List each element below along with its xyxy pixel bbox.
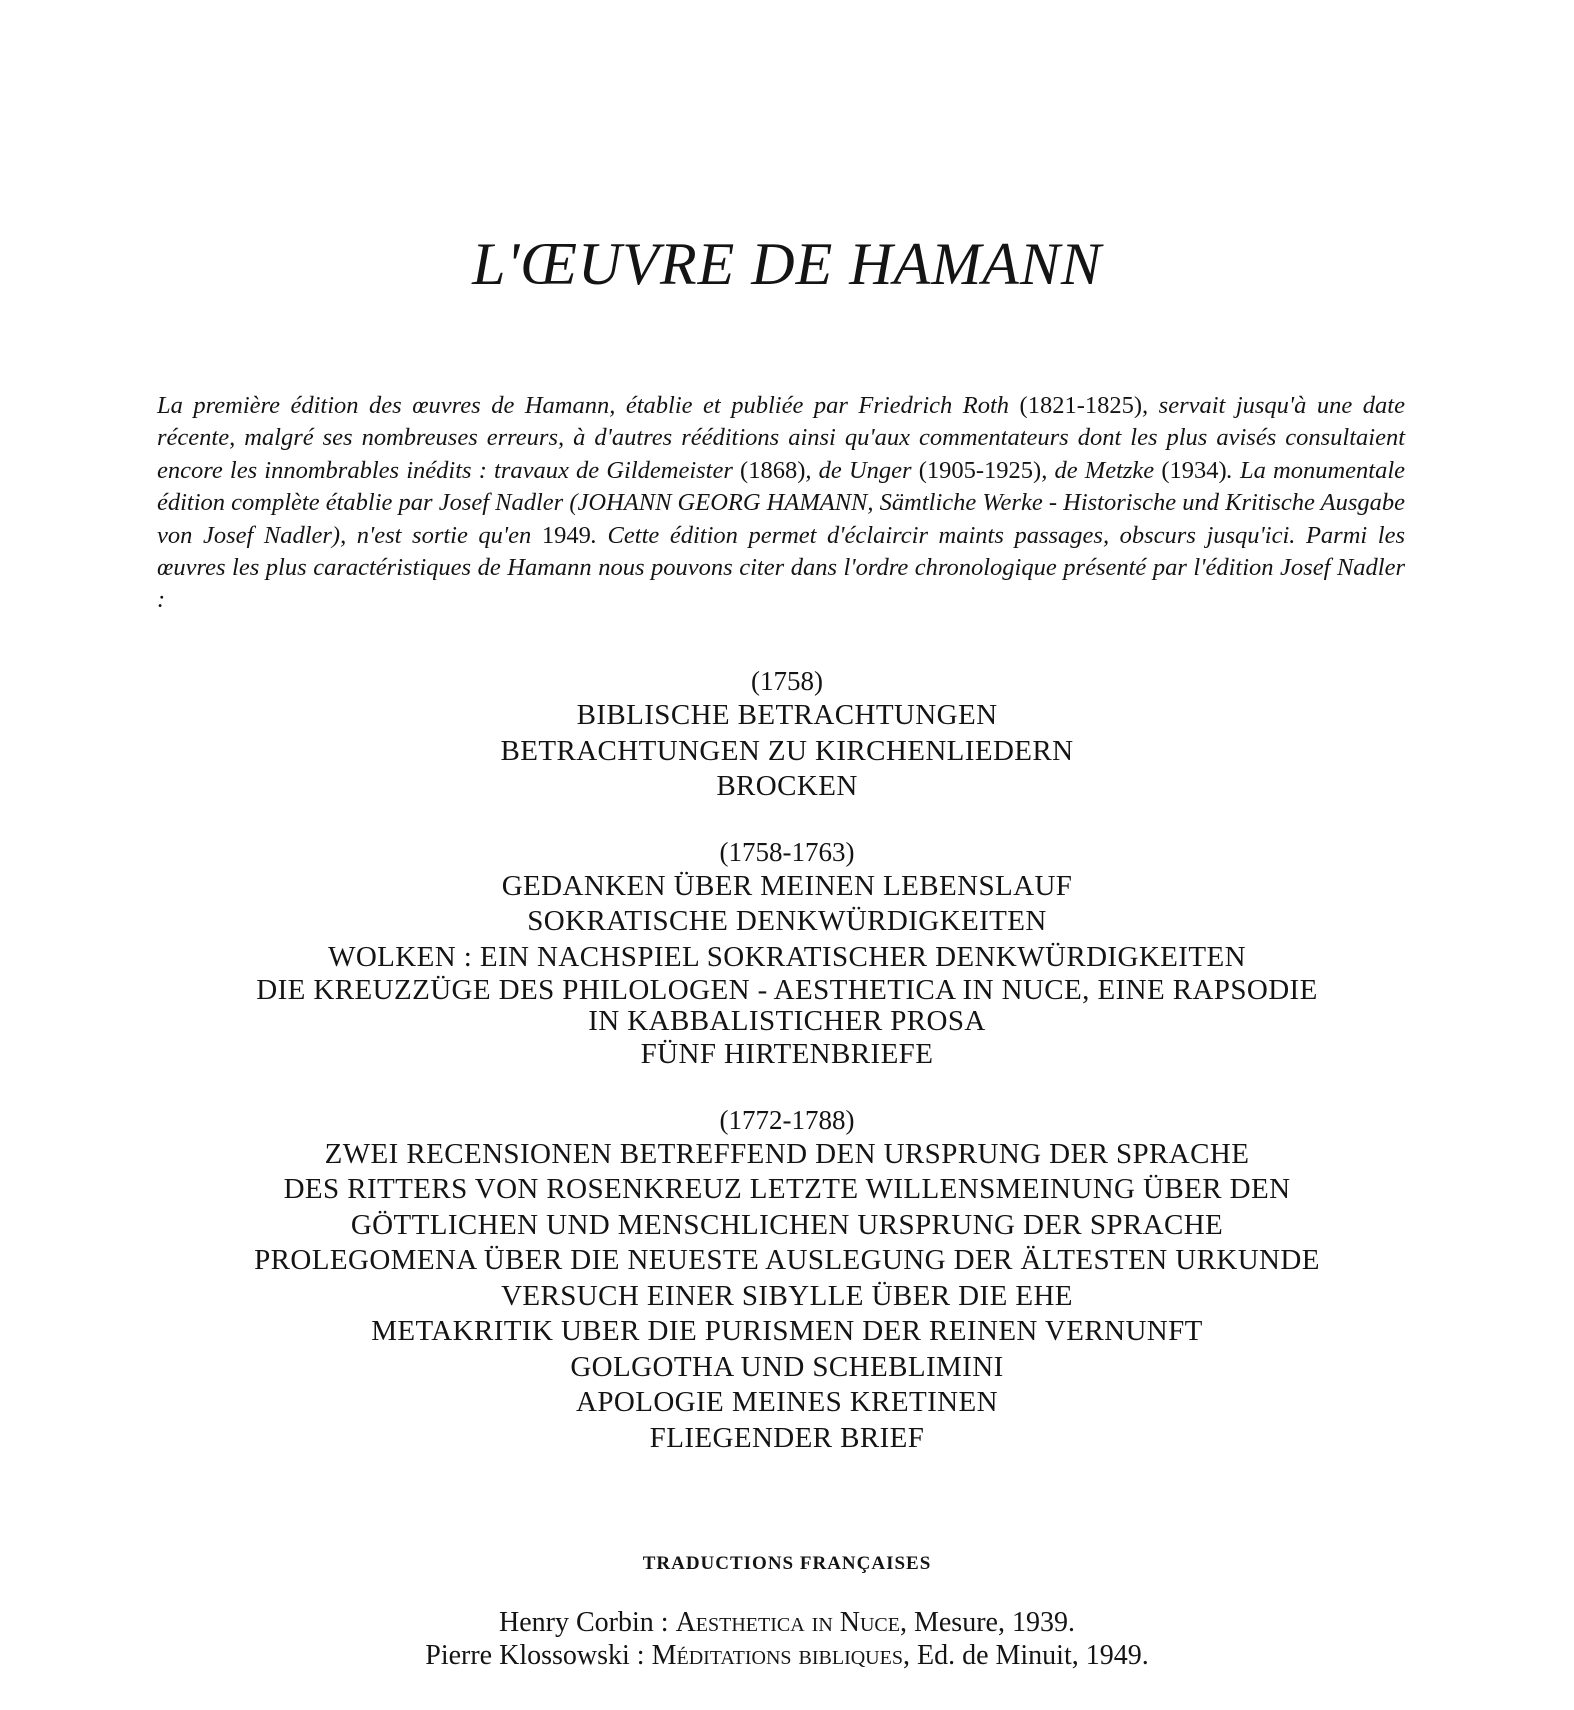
- work-title: VERSUCH EINER SIBYLLE ÜBER DIE EHE: [501, 1279, 1073, 1312]
- work-title: PROLEGOMENA ÜBER DIE NEUESTE AUSLEGUNG DER ÄLTESTEN URKUNDE: [254, 1244, 1320, 1276]
- intro-segment: La première édition des œuvres de Hamann, établie et publiée par Friedrich Roth: [157, 392, 1020, 419]
- work-title: GÖTTLICHEN UND MENSCHLICHEN URSPRUNG DER SPRACHE: [350, 1208, 1224, 1241]
- work-title: BIBLISCHE BETRACHTUNGEN: [576, 699, 998, 731]
- intro-segment: . La monumentale édition complète établie par Josef Nadler (JOHANN GEORG HAMANN, Sämtliche Werke - Historische und Kritische Ausgabe von Josef Nadler), n'est sortie qu'en: [157, 456, 1406, 549]
- publication-year: 1939: [1011, 1607, 1068, 1638]
- publisher: Ed. de Minuit: [916, 1640, 1072, 1671]
- period-years: (1772-1788): [719, 1104, 855, 1135]
- work-title: SOKRATISCHE DENKWÜRDIGKEITEN: [527, 905, 1047, 937]
- intro-segment: (1905-1925): [918, 456, 1042, 484]
- work-title: DES RITTERS VON ROSENKREUZ LETZTE WILLENSMEINUNG ÜBER DEN: [283, 1173, 1291, 1205]
- work-title: APOLOGIE MEINES KRETINEN: [575, 1386, 998, 1418]
- work-title: GOLGOTHA UND SCHEBLIMINI: [570, 1350, 1004, 1383]
- work-title: IN KABBALISTICHER PROSA: [588, 1005, 986, 1037]
- work-title: DIE KREUZZÜGE DES PHILOLOGEN - AESTHETICA IN NUCE, EINE RAPSODIE: [256, 974, 1318, 1006]
- work-title: BETRACHTUNGEN ZU KIRCHENLIEDERN: [500, 734, 1074, 767]
- work-title: GEDANKEN ÜBER MEINEN LEBENSLAUF: [501, 869, 1073, 902]
- works-list: [0, 664, 1574, 1486]
- period-block: [0, 835, 1574, 1073]
- period-years: (1758): [751, 666, 823, 696]
- translation-entry: Pierre Klossowski : Méditations bibliques, Ed. de Minuit, 1949.: [425, 1640, 1149, 1671]
- intro-segment: , de Unger: [805, 456, 919, 484]
- intro-segment: . Cette édition permet d'éclaircir maints passages, obscurs jusqu'ici. Parmi les œuvres les plus caractéristiques de Hamann nous pouvons citer dans l'ordre chronologique présenté par l'édition Josef Nadler :: [157, 521, 1405, 614]
- publication-year: 1949: [1085, 1640, 1142, 1671]
- intro-paragraph: [157, 390, 1405, 617]
- intro-segment: , servait jusqu'à une date récente, malgré ses nombreuses erreurs, à d'autres rééditions ainsi qu'aux commentateurs dont les plus avisés consultaient encore les innombrables inédits : travaux de Gildemeister: [157, 392, 1405, 484]
- page-title: L'ŒUVRE DE HAMANN: [472, 231, 1102, 297]
- work-title: WOLKEN : EIN NACHSPIEL SOKRATISCHER DENKWÜRDIGKEITEN: [328, 940, 1246, 973]
- intro-segment: (1868): [740, 456, 806, 484]
- translated-work: Méditations bibliques: [651, 1640, 903, 1671]
- intro-segment: 1949: [541, 521, 591, 549]
- translator-name: Henry Corbin: [499, 1607, 654, 1638]
- translation-entry: Henry Corbin : Aesthetica in Nuce, Mesure, 1939.: [499, 1607, 1075, 1638]
- period-years: (1758-1763): [719, 836, 855, 867]
- translator-name: Pierre Klossowski: [425, 1640, 630, 1671]
- publisher: Mesure: [913, 1607, 998, 1638]
- work-title: BROCKEN: [716, 770, 858, 802]
- intro-segment: (1934): [1161, 456, 1227, 484]
- translated-work: Aesthetica in Nuce: [675, 1607, 900, 1638]
- work-title: METAKRITIK UBER DIE PURISMEN DER REINEN VERNUNFT: [371, 1315, 1203, 1347]
- work-title: FÜNF HIRTENBRIEFE: [640, 1038, 934, 1070]
- intro-segment: (1821-1825): [1019, 392, 1143, 419]
- work-title: ZWEI RECENSIONEN BETREFFEND DEN URSPRUNG DER SPRACHE: [324, 1137, 1250, 1170]
- period-block: [0, 664, 1574, 805]
- translations-heading: TRADUCTIONS FRANÇAISES: [642, 1553, 932, 1574]
- intro-segment: , de Metzke: [1041, 456, 1162, 484]
- translations-section: [0, 1550, 1574, 1672]
- period-block: [0, 1103, 1574, 1457]
- work-title: FLIEGENDER BRIEF: [649, 1421, 925, 1454]
